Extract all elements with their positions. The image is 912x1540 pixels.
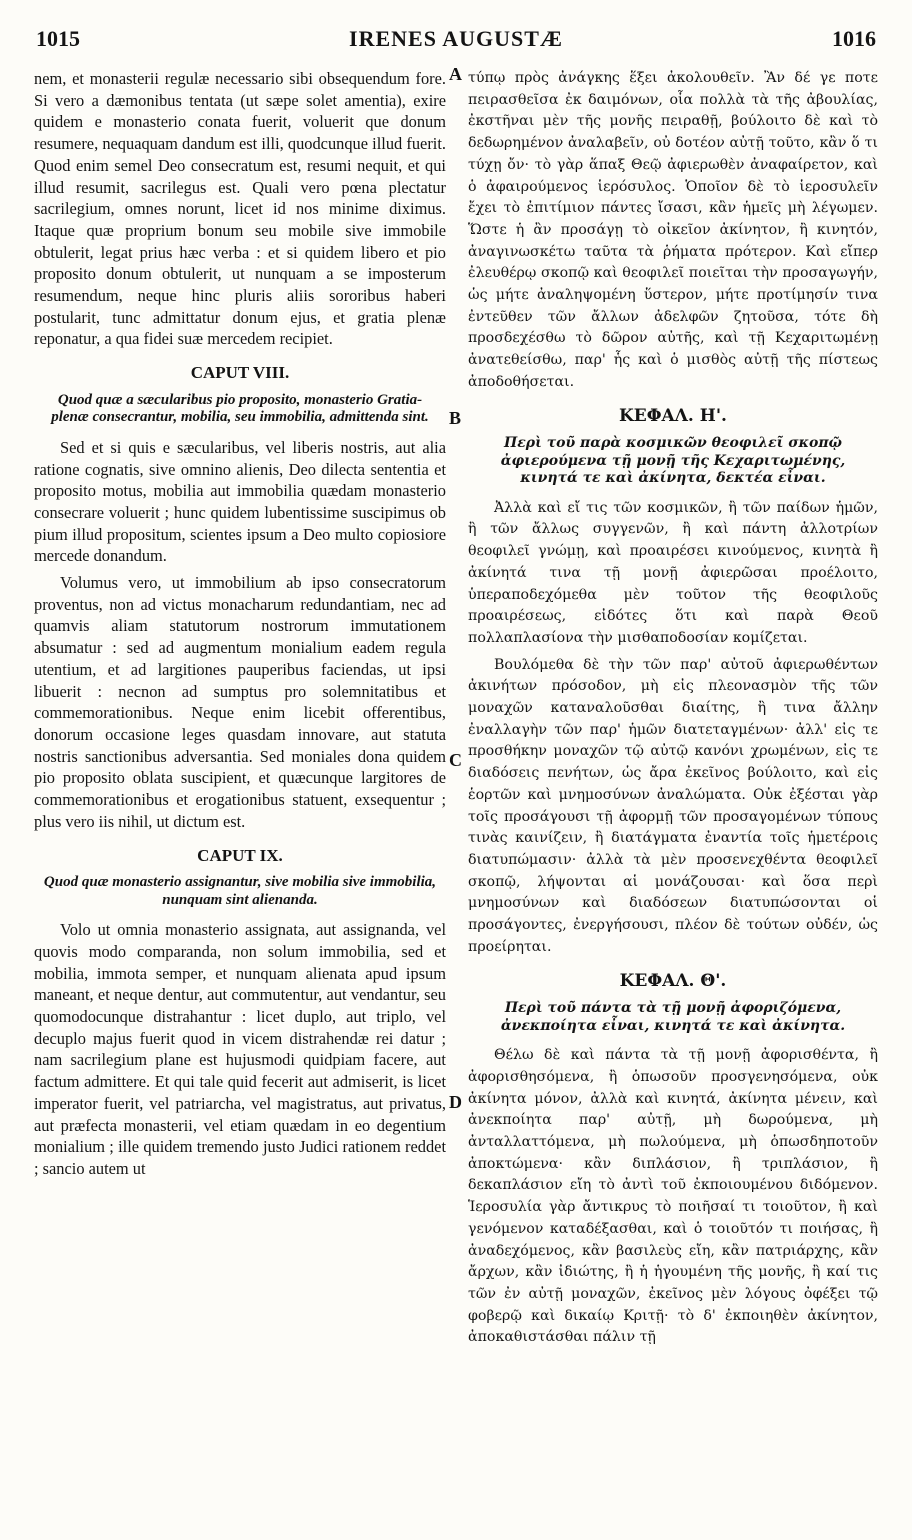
latin-chapter-8-paragraph-2: Volumus vero, ut immobilium ab ipso consecratorum proventus, non ad victus monacharum redundantiam, nec ad quamvis aliam statutorum nostrorum immutationem absumatur : sed ad augmentum monialium eadem regula utentium, et ad largitiones pauperibus faciendas, ut ipsi libuerit : necnon ad sumptus pro solemnitatibus et commemorationibus. Neque enim licebit offerentibus, donorum occasione leges quasdam innovare, aut statuta nostris sanctionibus adversantia. Sed moniales dona quidem pio proposito oblata suscipient, et quæcunque largitores de commemorationibus et erogationibus statuent, exsequentur ; plus vero iis nihil, ut dictum est.	[34, 573, 446, 831]
latin-chapter-8-summary: Quod quæ a sæcularibus pio proposito, monasterio Gratia-plenæ consecrantur, mobilia, seu immobilia, admittenda sint.	[51, 391, 429, 426]
greek-chapter-8-summary: Περὶ τοῦ παρὰ κοσμικῶν θεοφιλεῖ σκοπῷ ἀφιερούμενα τῇ μονῇ τῆς Κεχαριτωμένης, κινητά τε καὶ ἀκίνητα, δεκτέα εἶναι.	[500, 435, 846, 487]
greek-chapter-8-paragraph-1: Ἀλλὰ καὶ εἴ τις τῶν κοσμικῶν, ἢ τῶν παίδων ἡμῶν, ἢ τῶν ἄλλως συγγενῶν, ἢ καὶ πάντη ἀλλοτρίων θεοφιλεῖ γνώμῃ, καὶ προαιρέσει κινούμενος, κινητὰ ἢ ἀκίνητά τινα τῇ μονῇ ἀφιερῶσαι προέλοιτο, ὑπεραποδεχόμεθα μὲν τοῦτον τῆς θεοφιλοῦς προαιρέσεως, εἰδότες ὅτι καὶ παρὰ Θεοῦ πολλαπλασίονα τὴν μισθαποδοσίαν κομίζεται.	[468, 499, 878, 646]
latin-chapter-9-summary: Quod quæ monasterio assignantur, sive mobilia sive immobilia, nunquam sint alienanda.	[43, 874, 437, 908]
greek-chapter-9-title: ΚΕΦΑΛ. Θ'.	[619, 970, 727, 991]
latin-chapter-8-paragraph-1: Sed et si quis e sæcularibus, vel liberis nostris, aut alia ratione cognatis, sive omnino alienis, Deo dilecta sententia et proposito motus, mobilia aut immobilia quædam monasterio consecrare voluerit ; hunc quidem lubentissime suscipimus ob pium illud propositum, scientes ipsum a Deo multo copiosiore mercede donandum.	[34, 437, 446, 566]
greek-opening-paragraph: τύπῳ πρὸς ἀνάγκης ἕξει ἀκολουθεῖν. Ἂν δέ γε ποτε πειρασθεῖσα ἐκ δαιμόνων, οἷα πολλὰ τὰ τῆς ἀβουλίας, ἐκστῆναι μὲν τῆς μονῆς πειραθῇ, βούλοιτο δὲ καὶ τὸ δεδωρημένον ἀναλαβεῖν, οὐ δοτέον αὐτῇ τοῦτο, κἂν ὅ τι τύχῃ ὄν· τὸ γὰρ ἅπαξ Θεῷ ἀφιερωθὲν ἀναφαίρετον, καὶ ὁ ἀφαιρούμενος ἱερόσυλος. Ὁποῖον δὲ τὸ ἱεροσυλεῖν ἔχει τὸ ἐπιτίμιον πάντες ἴσασι, κἂν ἡμεῖς μὴ λέγωμεν. Ὥστε ἡ ἂν προσάγῃ τὸ οἰκεῖον ἀκίνητον, ἢ κινητόν, ἀναγινωσκέτω ταῦτα τὰ ῥήματα πρότερον. Καὶ εἴπερ ἐλευθέρῳ σκοπῷ καὶ θεοφιλεῖ ποιεῖται τὴν προσαγωγήν, ὡς μήτε ἀναληψομένη ὕστερον, μήτε προτίμησίν τινα ἐντεῦθεν τῶν ἄλλων ἀδελφῶν ζητοῦσα, τότε δὴ προσδεχέσθω τὸ δῶρον αὐτῆς, καὶ τῇ Κεχαριτωμένῃ ἀνατεθείσθω, παρ' ἧς καὶ ὁ μισθὸς αὐτῇ τῆς πίστεως ἀποδοθήσεται.	[468, 70, 878, 390]
greek-chapter-9-summary: Περὶ τοῦ πάντα τὰ τῇ μονῇ ἀφοριζόμενα, ἀνεκποίητα εἶναι, κινητά τε καὶ ἀκίνητα.	[500, 1000, 846, 1034]
page-number-left: 1015	[36, 26, 80, 51]
latin-chapter-9-paragraph-1: Volo ut omnia monasterio assignata, aut assignanda, vel quovis modo comparanda, non solum immobilia, sed et mobilia, immota semper, et nunquam alienata apud ipsum maneant, et neque dentur, aut commutentur, aut vendantur, seu quomodocunque distrahantur : licet duplo, aut triplo, vel decuplo majus fuerit quod in vicem distrahendæ rei datur ; nam sacrilegium plane est hujusmodi quidpiam facere, aut factum admittere. Et qui tale quid fecerit aut admiserit, is licet imperator fuerit, vel patriarcha, vel magistratus, aut privatus, aut præfecta monasterii, vel etiam quædam in eo degentium monialium ; ille quidem tremendo justo Judici rationem reddet ; sancio autem ut	[34, 920, 446, 1178]
latin-column	[34, 68, 446, 1494]
margin-letter-b: B	[449, 408, 462, 428]
latin-chapter-9-title: CAPUT IX.	[197, 845, 283, 865]
greek-chapter-8-paragraph-2: Βουλόμεθα δὲ τὴν τῶν παρ' αὐτοῦ ἀφιερωθέντων ἀκινήτων πρόσοδον, μὴ εἰς πλεονασμὸν τῆς τῶν μοναχῶν καταναλοῦσθαι διαίτης, ἢ τινα ἄλλην ἐναλλαγὴν τῶν παρ' ἡμῶν διατεταγμένων· ἀλλ' εἰς τε προσθήκην μοναχῶν τῷ αὐτῷ κανόνι χρωμένων, εἰς τε διαδόσεις πενήτων, ὡς ἄρα ἐκεῖνος βούλοιτο, καὶ εἰς ἑορτῶν καὶ μνημοσύνων ἀναλώματα. Οὐκ ἐξέσται γὰρ τοῖς προσάγουσι τῇ ἀφορμῇ τῶν προσαγομένων τύπους τινὰς καινίζειν, ἢ διατάγματα ἐναντία τοῖς ἡμετέροις διατυπώμασιν· ἀλλὰ τὰ μὲν προσενεχθέντα θεοφιλεῖ σκοπῷ, λήψονται αἱ μονάζουσαι· καὶ ὅσα περὶ μνημοσύνων καὶ διαδόσεων διατυπώσονται οἱ προσάγοντες, ἐνεργήσουσι, πλέον δὲ τούτων οὐδέν, ὡς προείρηται.	[468, 656, 878, 955]
page-number-right: 1016	[832, 26, 876, 51]
greek-chapter-9-paragraph-1: Θέλω δὲ καὶ πάντα τὰ τῇ μονῇ ἀφορισθέντα, ἢ ἀφορισθησόμενα, ἢ ὁπωσοῦν προσγενησόμενα, οὐκ ἀκίνητα μόνον, ἀλλὰ καὶ κινητά, ἀκίνητα μένειν, καὶ ἀνεκποίητα παρ' αὐτῇ, μὴ δωρούμενα, μὴ ἀνταλλαττόμενα, μὴ πωλούμενα, μὴ ὁπωσδηποτοῦν ἀποκτώμενα· κἂν διπλάσιον, ἢ τριπλάσιον, ἢ δεκαπλάσιον εἴη τὸ ἀντὶ τοῦ ἐκποιουμένου διδόμενον. Ἱεροσυλία γὰρ ἄντικρυς τὸ ποιῆσαί τι τοιοῦτον, ἢ καὶ γενόμενον καταδέξασθαι, καὶ ὁ τοιοῦτόν τι ποιήσας, ἢ ἀναδεχόμενος, κἂν βασιλεὺς εἴη, κἂν πατριάρχης, κἂν ἄρχων, κἂν ἰδιώτης, ἢ ἡ ἡγουμένη τῆς μονῆς, ἢ καί τις τῶν ἐν αὐτῇ μοναχῶν, ἐκεῖνος μὲν λόγους ὀφέξει τῷ φοβερῷ καὶ δικαίῳ Κριτῇ· τὸ δ' ἐκποιηθὲν ἀκίνητον, ἀποκαθιστάσθαι πάλιν τῇ	[468, 1047, 878, 1346]
margin-letter-a: A	[449, 64, 462, 84]
greek-column	[468, 68, 878, 1494]
running-title: IRENES AUGUSTÆ	[349, 26, 563, 51]
running-header	[0, 26, 912, 60]
latin-chapter-8-title: CAPUT VIII.	[190, 363, 290, 383]
margin-letter-c: C	[449, 750, 462, 770]
greek-chapter-8-title: ΚΕΦΑΛ. Η'.	[619, 405, 727, 426]
margin-letter-d: D	[449, 1092, 462, 1112]
latin-opening-paragraph: nem, et monasterii regulæ necessario sibi obsequendum fore. Si vero a dæmonibus tentata (ut sæpe solet amentia), exire quidem e monasterio conata fuerit, voluerit que donum resumere, nequaquam dandum est illi, quodcunque illud fuerit. Quod enim semel Deo consecratum est, resumi nequit, et qui illud resumit, sacrilegus est. Quali vero pœna plectatur sacrilegium, omnes norunt, licet id nos minime diximus. Itaque quæ proprium bonum seu mobile sive immobile obtulerit, legat prius hæc verba : et si quidem libero et pio proposito donum obtulerit, ut nunquam a se imposterum resumendum, neque hinc pluris aliis sororibus haberi postularit, tunc admittatur donum ejus, et gratia plenæ reponatur, a qua fidei suæ mercedem recipiet.	[34, 69, 446, 349]
